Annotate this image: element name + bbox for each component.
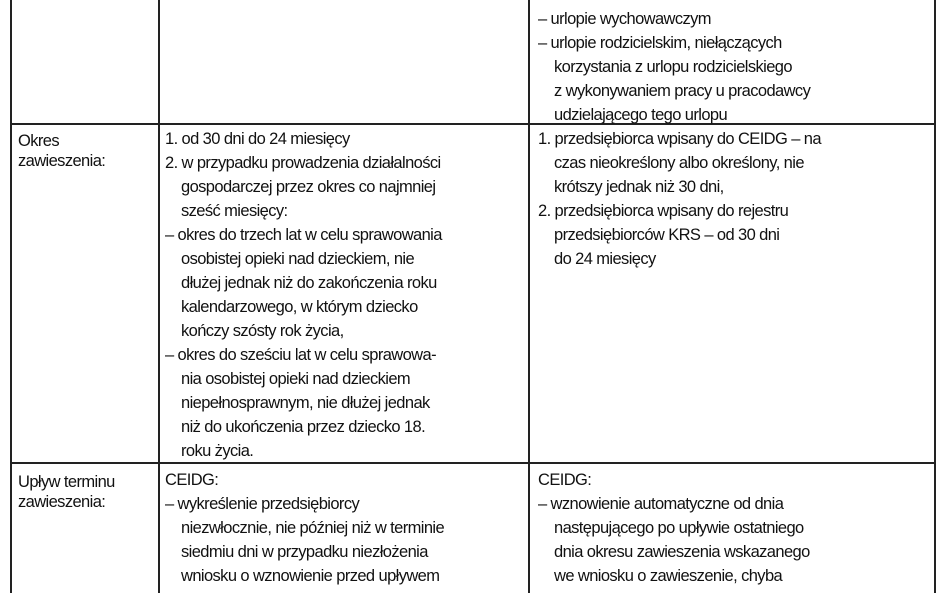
cell-line: 2. przedsiębiorca wpisany do rejestru [538,202,789,220]
row-divider-2 [10,462,936,464]
cell-line: 1. od 30 dni do 24 miesięcy [165,130,350,148]
cell-line: gospodarczej przez okres co najmniej [181,178,436,196]
row1-col2 [538,7,810,127]
row3-col2 [538,468,810,588]
table-divider-2 [528,0,530,593]
cell-line: kończy szósty rok życia, [181,322,344,340]
cell-line: wniosku o wznowienie przed upływem [181,567,440,585]
cell-line: czas nieokreślony albo określony, nie [554,154,804,172]
cell-line: CEIDG: [538,471,592,489]
row3-col1 [165,468,444,588]
cell-line: korzystania z urlopu rodzicielskiego [554,58,792,76]
row2-col2 [538,127,821,271]
row-header-line: zawieszenia: [18,493,106,511]
cell-line: – urlopie wychowawczym [538,10,711,28]
cell-line: – okres do sześciu lat w celu sprawowa- [165,346,436,364]
cell-line: 1. przedsiębiorca wpisany do CEIDG – na [538,130,821,148]
cell-line: – wznowienie automatyczne od dnia [538,495,784,513]
table-divider-1 [158,0,160,593]
cell-line: kalendarzowego, w którym dziecko [181,298,418,316]
row-header-line: Okres [18,132,60,150]
cell-line: następującego po upływie ostatniego [554,519,804,537]
row3-header [18,472,115,512]
row-header-line: Upływ terminu [18,473,115,491]
cell-line: udzielającego tego urlopu [554,106,728,124]
cell-line: – wykreślenie przedsiębiorcy [165,495,360,513]
cell-line: dnia okresu zawieszenia wskazanego [554,543,810,561]
cell-line: nia osobistej opieki nad dzieckiem [181,370,411,388]
cell-line: osobistej opieki nad dzieckiem, nie [181,250,415,268]
cell-line: – okres do trzech lat w celu sprawowania [165,226,442,244]
cell-line: do 24 miesięcy [554,250,656,268]
cell-line: przedsiębiorców KRS – od 30 dni [554,226,780,244]
cell-line: dłużej jednak niż do zakończenia roku [181,274,437,292]
row2-col1 [165,127,442,463]
table-border-left [10,0,12,593]
cell-line: 2. w przypadku prowadzenia działalności [165,154,441,172]
row2-header [18,131,105,171]
cell-line: we wniosku o zawieszenie, chyba [554,567,783,585]
table-border-right [934,0,936,593]
cell-line: sześć miesięcy: [181,202,288,220]
cell-line: roku życia. [181,442,254,460]
cell-line: krótszy jednak niż 30 dni, [554,178,724,196]
cell-line: niezwłocznie, nie później niż w terminie [181,519,445,537]
cell-line: z wykonywaniem pracy u pracodawcy [554,82,811,100]
cell-line: niepełnosprawnym, nie dłużej jednak [181,394,430,412]
cell-line: CEIDG: [165,471,219,489]
cell-line: – urlopie rodzicielskim, niełączących [538,34,782,52]
row-header-line: zawieszenia: [18,152,106,170]
cell-line: siedmiu dni w przypadku niezłożenia [181,543,428,561]
cell-line: niż do ukończenia przez dziecko 18. [181,418,426,436]
